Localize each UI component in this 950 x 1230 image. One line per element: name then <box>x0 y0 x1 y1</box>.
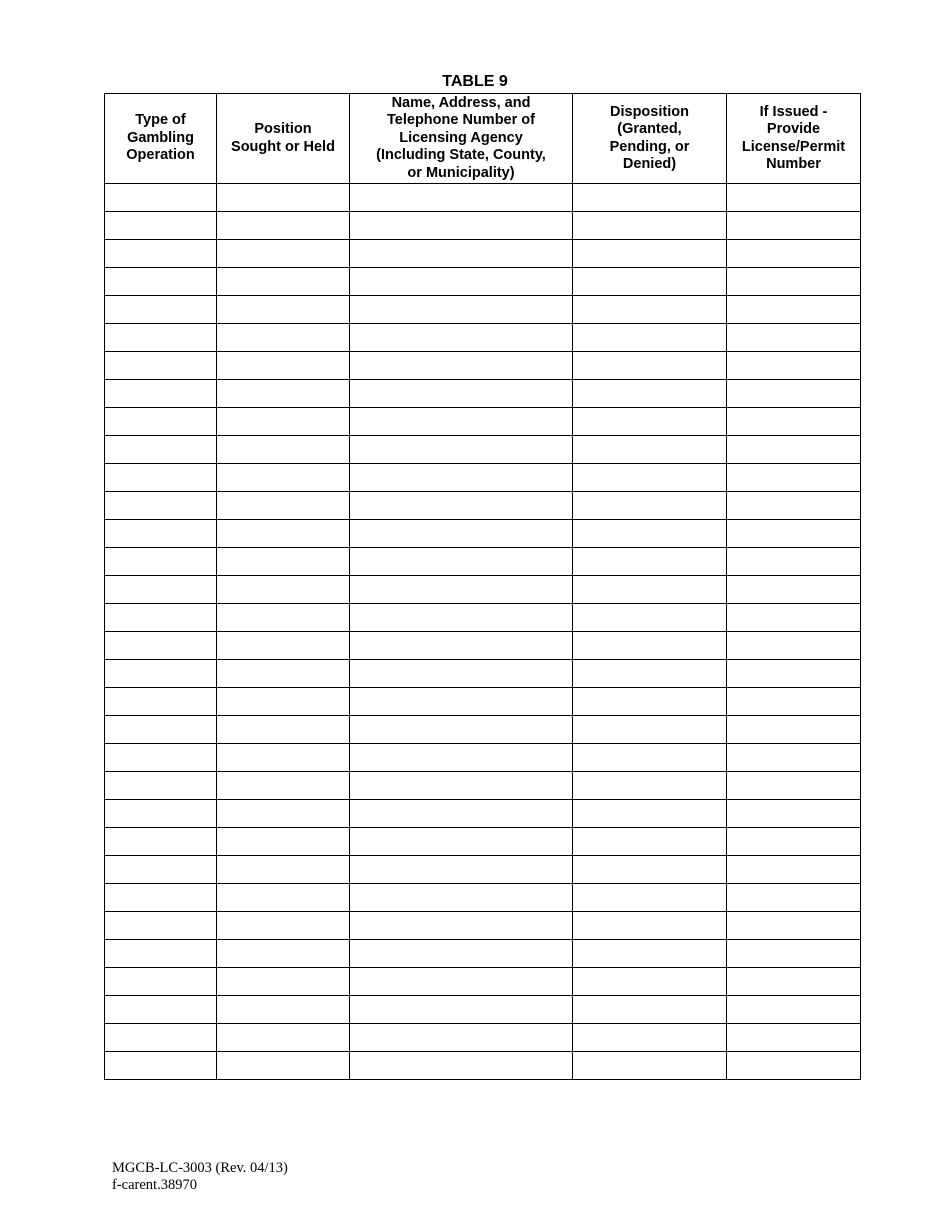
table-cell[interactable] <box>727 492 861 520</box>
table-cell[interactable] <box>350 744 573 772</box>
table-cell[interactable] <box>727 632 861 660</box>
table-title: TABLE 9 <box>442 73 508 90</box>
table-cell[interactable] <box>217 604 350 632</box>
header-disposition: Disposition (Granted, Pending, or Denied) <box>573 94 727 184</box>
table-cell[interactable] <box>217 632 350 660</box>
table-cell[interactable] <box>350 800 573 828</box>
table-cell[interactable] <box>217 716 350 744</box>
table-cell[interactable] <box>217 576 350 604</box>
table-cell[interactable] <box>105 520 217 548</box>
table-cell[interactable] <box>727 296 861 324</box>
table-cell[interactable] <box>105 940 217 968</box>
header-row <box>105 94 861 184</box>
table-cell[interactable] <box>105 1052 217 1080</box>
table-cell[interactable] <box>350 940 573 968</box>
table-row <box>105 492 861 520</box>
table-cell[interactable] <box>105 800 217 828</box>
header-position-sought-or-held: Position Sought or Held <box>217 94 350 184</box>
table-cell[interactable] <box>350 1024 573 1052</box>
table-row <box>105 744 861 772</box>
table-cell[interactable] <box>105 856 217 884</box>
table-cell[interactable] <box>105 240 217 268</box>
table-row <box>105 1052 861 1080</box>
table-cell[interactable] <box>727 408 861 436</box>
table-cell[interactable] <box>217 380 350 408</box>
table-cell[interactable] <box>573 716 727 744</box>
table-cell[interactable] <box>217 940 350 968</box>
table-row <box>105 464 861 492</box>
table-cell[interactable] <box>573 1052 727 1080</box>
table-row <box>105 212 861 240</box>
table-cell[interactable] <box>217 324 350 352</box>
table-row <box>105 576 861 604</box>
table-cell[interactable] <box>217 184 350 212</box>
table-row <box>105 772 861 800</box>
table-cell[interactable] <box>573 800 727 828</box>
table-cell[interactable] <box>350 352 573 380</box>
table-cell[interactable] <box>573 884 727 912</box>
file-code: f-carent.38970 <box>112 1177 197 1193</box>
table-cell[interactable] <box>105 884 217 912</box>
table-cell[interactable] <box>217 968 350 996</box>
table-cell[interactable] <box>217 660 350 688</box>
table-cell[interactable] <box>727 380 861 408</box>
table-cell[interactable] <box>727 324 861 352</box>
form-number: MGCB-LC-3003 (Rev. 04/13) <box>112 1160 288 1176</box>
table-cell[interactable] <box>350 912 573 940</box>
table-cell[interactable] <box>350 996 573 1024</box>
table-cell[interactable] <box>105 548 217 576</box>
table-cell[interactable] <box>217 464 350 492</box>
table-cell[interactable] <box>727 436 861 464</box>
table-cell[interactable] <box>217 688 350 716</box>
table-cell[interactable] <box>217 1052 350 1080</box>
table-cell[interactable] <box>727 464 861 492</box>
table-cell[interactable] <box>727 772 861 800</box>
table-cell[interactable] <box>105 436 217 464</box>
table-row <box>105 380 861 408</box>
table-cell[interactable] <box>573 968 727 996</box>
table-cell[interactable] <box>727 940 861 968</box>
table-cell[interactable] <box>217 912 350 940</box>
table-cell[interactable] <box>217 520 350 548</box>
table-row <box>105 716 861 744</box>
table-cell[interactable] <box>105 324 217 352</box>
table-cell[interactable] <box>217 268 350 296</box>
table-cell[interactable] <box>727 240 861 268</box>
table-cell[interactable] <box>105 380 217 408</box>
table-row <box>105 408 861 436</box>
table-row <box>105 1024 861 1052</box>
table-cell[interactable] <box>573 408 727 436</box>
table-cell[interactable] <box>105 408 217 436</box>
table-cell[interactable] <box>727 800 861 828</box>
table-cell[interactable] <box>573 240 727 268</box>
table-cell[interactable] <box>350 492 573 520</box>
table-cell[interactable] <box>217 828 350 856</box>
table-row <box>105 604 861 632</box>
table-cell[interactable] <box>727 268 861 296</box>
table-cell[interactable] <box>573 352 727 380</box>
table-cell[interactable] <box>573 772 727 800</box>
table-cell[interactable] <box>727 996 861 1024</box>
table-cell[interactable] <box>217 352 350 380</box>
table-cell[interactable] <box>217 240 350 268</box>
table-cell[interactable] <box>573 912 727 940</box>
table-cell[interactable] <box>105 576 217 604</box>
table-cell[interactable] <box>727 744 861 772</box>
table-cell[interactable] <box>350 688 573 716</box>
footer <box>112 1160 288 1194</box>
table-cell[interactable] <box>350 1052 573 1080</box>
table-cell[interactable] <box>727 520 861 548</box>
table-cell[interactable] <box>105 996 217 1024</box>
table-cell[interactable] <box>217 548 350 576</box>
table-cell[interactable] <box>350 268 573 296</box>
table-cell[interactable] <box>217 744 350 772</box>
table-cell[interactable] <box>105 912 217 940</box>
table-cell[interactable] <box>350 212 573 240</box>
table-cell[interactable] <box>217 996 350 1024</box>
table-cell[interactable] <box>350 856 573 884</box>
table-cell[interactable] <box>573 380 727 408</box>
table-cell[interactable] <box>217 884 350 912</box>
table-cell[interactable] <box>727 548 861 576</box>
table-cell[interactable] <box>573 660 727 688</box>
table-cell[interactable] <box>573 604 727 632</box>
table-cell[interactable] <box>350 324 573 352</box>
table-cell[interactable] <box>573 996 727 1024</box>
table-cell[interactable] <box>573 520 727 548</box>
table-cell[interactable] <box>727 716 861 744</box>
gambling-license-table <box>104 93 861 1080</box>
table-cell[interactable] <box>727 828 861 856</box>
table-row <box>105 632 861 660</box>
table-cell[interactable] <box>727 352 861 380</box>
table-cell[interactable] <box>573 464 727 492</box>
table-body <box>105 184 861 1080</box>
table-cell[interactable] <box>727 884 861 912</box>
table-cell[interactable] <box>350 296 573 324</box>
table-row <box>105 240 861 268</box>
table-cell[interactable] <box>350 464 573 492</box>
table-cell[interactable] <box>727 688 861 716</box>
table-cell[interactable] <box>105 772 217 800</box>
table-cell[interactable] <box>105 184 217 212</box>
table-cell[interactable] <box>573 324 727 352</box>
table-row <box>105 296 861 324</box>
header-license-permit-number: If Issued - Provide License/Permit Number <box>727 94 861 184</box>
table-cell[interactable] <box>573 492 727 520</box>
table-cell[interactable] <box>727 660 861 688</box>
table-cell[interactable] <box>573 688 727 716</box>
table-row <box>105 940 861 968</box>
table-row <box>105 184 861 212</box>
table-cell[interactable] <box>105 212 217 240</box>
table-row <box>105 436 861 464</box>
table-cell[interactable] <box>105 968 217 996</box>
table-cell[interactable] <box>217 408 350 436</box>
table-cell[interactable] <box>105 688 217 716</box>
table-cell[interactable] <box>350 380 573 408</box>
table-cell[interactable] <box>573 436 727 464</box>
table-cell[interactable] <box>727 968 861 996</box>
table-cell[interactable] <box>217 296 350 324</box>
table-row <box>105 660 861 688</box>
table-cell[interactable] <box>573 940 727 968</box>
table-cell[interactable] <box>350 632 573 660</box>
table-cell[interactable] <box>727 212 861 240</box>
table-cell[interactable] <box>350 576 573 604</box>
table-cell[interactable] <box>217 212 350 240</box>
table-cell[interactable] <box>350 604 573 632</box>
table-cell[interactable] <box>727 184 861 212</box>
table-cell[interactable] <box>217 1024 350 1052</box>
table-row <box>105 884 861 912</box>
table-cell[interactable] <box>350 660 573 688</box>
table-cell[interactable] <box>105 604 217 632</box>
table-cell[interactable] <box>105 828 217 856</box>
table-row <box>105 828 861 856</box>
table-cell[interactable] <box>350 520 573 548</box>
table-cell[interactable] <box>573 576 727 604</box>
table-cell[interactable] <box>727 604 861 632</box>
table-row <box>105 548 861 576</box>
table-cell[interactable] <box>105 492 217 520</box>
table-row <box>105 856 861 884</box>
table-cell[interactable] <box>727 856 861 884</box>
table-cell[interactable] <box>573 184 727 212</box>
table-cell[interactable] <box>727 912 861 940</box>
table-cell[interactable] <box>105 352 217 380</box>
table-cell[interactable] <box>573 856 727 884</box>
table-cell[interactable] <box>350 548 573 576</box>
table-cell[interactable] <box>727 1052 861 1080</box>
table-row <box>105 912 861 940</box>
table-cell[interactable] <box>573 744 727 772</box>
table-cell[interactable] <box>350 828 573 856</box>
table-row <box>105 800 861 828</box>
table-cell[interactable] <box>350 716 573 744</box>
header-type-of-gambling-operation: Type of Gambling Operation <box>105 94 217 184</box>
table-cell[interactable] <box>350 772 573 800</box>
table-cell[interactable] <box>573 212 727 240</box>
table-cell[interactable] <box>217 492 350 520</box>
table-cell[interactable] <box>573 268 727 296</box>
table-cell[interactable] <box>573 828 727 856</box>
table-cell[interactable] <box>105 296 217 324</box>
table-cell[interactable] <box>573 632 727 660</box>
table-cell[interactable] <box>350 240 573 268</box>
table-row <box>105 352 861 380</box>
table-cell[interactable] <box>105 660 217 688</box>
table-cell[interactable] <box>727 1024 861 1052</box>
table-row <box>105 268 861 296</box>
table-cell[interactable] <box>350 184 573 212</box>
table-cell[interactable] <box>217 800 350 828</box>
table-cell[interactable] <box>350 436 573 464</box>
table-cell[interactable] <box>350 968 573 996</box>
table-row <box>105 688 861 716</box>
table-cell[interactable] <box>105 268 217 296</box>
table-row <box>105 968 861 996</box>
table-row <box>105 324 861 352</box>
table-cell[interactable] <box>105 716 217 744</box>
table-cell[interactable] <box>217 772 350 800</box>
table-cell[interactable] <box>105 744 217 772</box>
table-cell[interactable] <box>573 548 727 576</box>
table-cell[interactable] <box>217 856 350 884</box>
table-cell[interactable] <box>105 1024 217 1052</box>
table-row <box>105 996 861 1024</box>
table-row <box>105 520 861 548</box>
table-cell[interactable] <box>350 408 573 436</box>
table-cell[interactable] <box>217 436 350 464</box>
table-cell[interactable] <box>105 632 217 660</box>
table-cell[interactable] <box>350 884 573 912</box>
table-cell[interactable] <box>105 464 217 492</box>
header-licensing-agency: Name, Address, and Telephone Number of Licensing Agency (Including State, County, or Municipality) <box>350 94 573 184</box>
table-cell[interactable] <box>727 576 861 604</box>
table-cell[interactable] <box>573 296 727 324</box>
table-cell[interactable] <box>573 1024 727 1052</box>
